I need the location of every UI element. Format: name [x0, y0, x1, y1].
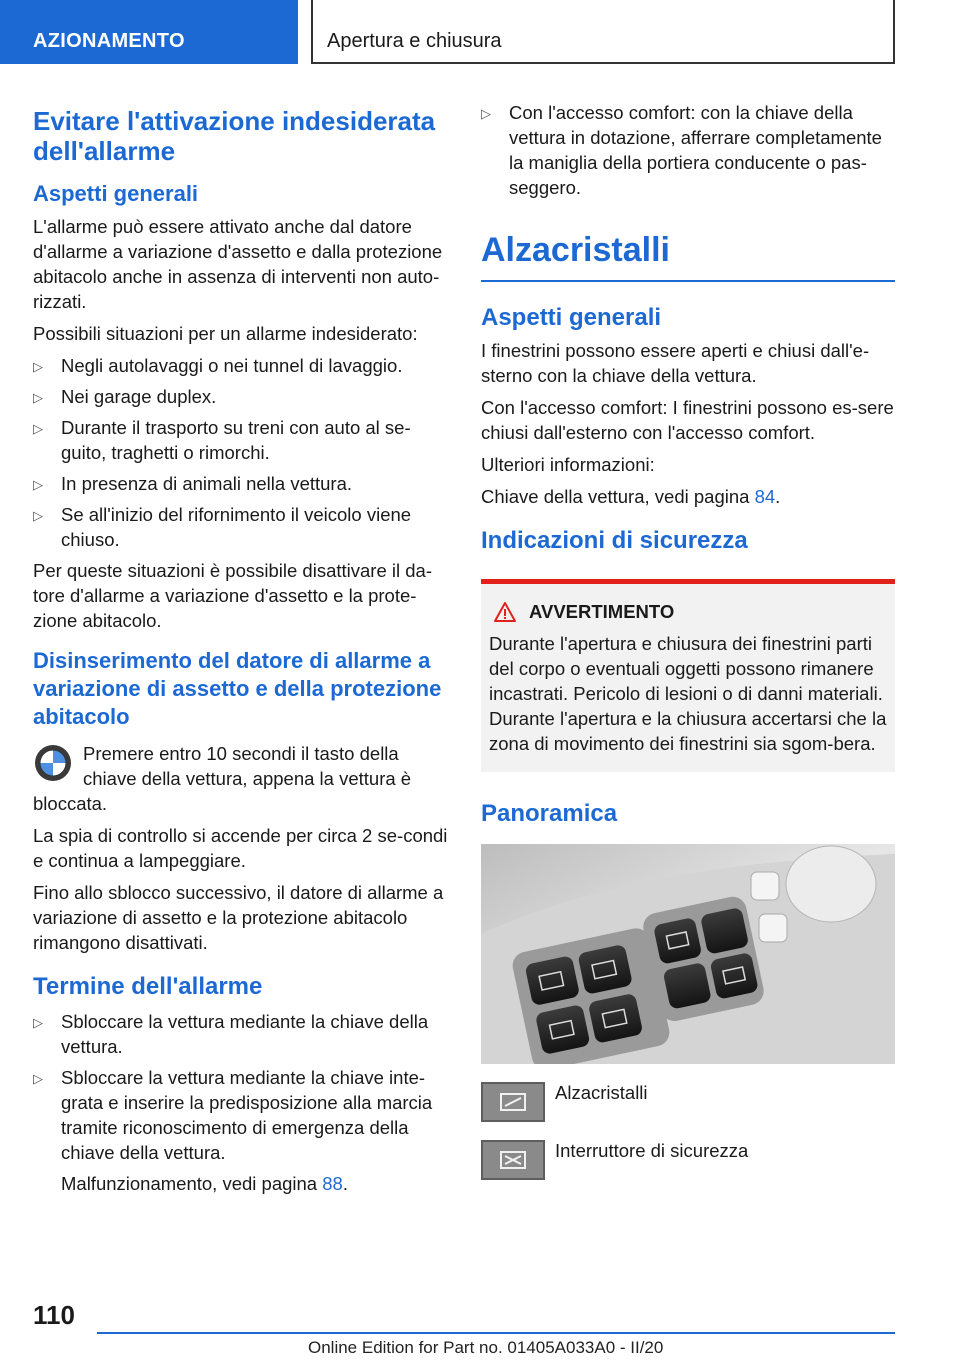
- page-link-84[interactable]: 84: [754, 486, 776, 507]
- window-switch-panel-illustration: [481, 844, 895, 1064]
- list-item: ▷ Se all'inizio del rifornimento il veicolo viene chiuso.: [33, 504, 412, 550]
- malfunction-reference: Malfunzionamento, vedi pagina 88.: [61, 1173, 348, 1194]
- general-heading-right: Aspetti generali: [481, 304, 662, 331]
- triangle-bullet-icon: ▷: [33, 1015, 43, 1030]
- alarm-avoid-heading: Evitare l'attivazione indesiderata dell'allarme: [33, 106, 436, 166]
- window-switch-photo: [481, 844, 895, 1064]
- chapter-tab: [311, 0, 895, 64]
- footer-divider: [97, 1332, 895, 1334]
- comfort-list: [481, 100, 895, 200]
- triangle-bullet-icon: ▷: [33, 421, 43, 436]
- situations-list: [33, 353, 449, 552]
- triangle-bullet-icon: ▷: [33, 390, 43, 405]
- overview-heading: Panoramica: [481, 800, 618, 827]
- disable-alarm-heading: Disinserimento del datore di allarme a variazione di assetto e della protezione abitacolo: [33, 648, 442, 729]
- right-column: [481, 100, 895, 1180]
- windows-paragraph-4: Chiave della vettura, vedi pagina 84.: [481, 486, 781, 507]
- car-key-icon: [33, 743, 73, 783]
- window-lifts-title: Alzacristalli: [481, 231, 670, 269]
- warning-text: Durante l'apertura e chiusura dei finestrini parti del corpo o eventuali oggetti possono rimanere incastrati. Pericolo di lesioni o di danni materiali. Durante l'apertura e la chiusura accertarsi che la zona di movimento dei finestrini sia sgom-bera.: [489, 633, 887, 754]
- safety-switch-icon: [481, 1140, 545, 1180]
- general-paragraph-1: L'allarme può essere attivato anche dal datore d'allarme a variazione d'assetto e dalla protezione abitacolo anche in assenza di interventi non auto-rizzati.: [33, 216, 443, 312]
- title-divider: [481, 280, 895, 282]
- windows-paragraph-1: I finestrini possono essere aperti e chiusi dall'e-sterno con la chiave della vettura.: [481, 340, 870, 386]
- list-item: ▷ Negli autolavaggi o nei tunnel di lavaggio.: [33, 353, 449, 378]
- safety-heading: Indicazioni di sicurezza: [481, 527, 748, 554]
- left-column: [33, 100, 449, 1202]
- legend-label: Interruttore di sicurezza: [555, 1140, 749, 1161]
- disable-paragraph-2: La spia di controllo si accende per circa 2 se-condi e continua a lampeggiare.: [33, 825, 448, 871]
- triangle-bullet-icon: ▷: [33, 1071, 43, 1086]
- list-item: ▷ Durante il trasporto su treni con auto al se-guito, traghetti o rimorchi.: [33, 417, 411, 463]
- disable-paragraph-3: Fino allo sblocco successivo, il datore di allarme a variazione di assetto e la protezione abitacolo rimangono disattivati.: [33, 882, 444, 953]
- warning-stripe: [481, 579, 895, 584]
- triangle-bullet-icon: ▷: [33, 477, 43, 492]
- triangle-bullet-icon: ▷: [33, 359, 43, 374]
- general-paragraph-3: Per queste situazioni è possibile disattivare il da-tore d'allarme a variazione d'assetto e la prote-zione abitacolo.: [33, 560, 432, 631]
- end-alarm-heading: Termine dell'allarme: [33, 973, 263, 1000]
- end-alarm-list: [33, 1009, 449, 1196]
- list-item: ▷ Con l'accesso comfort: con la chiave della vettura in dotazione, afferrare completamente la maniglia della portiera conducente o pas-seggero.: [481, 102, 882, 198]
- page-link-88[interactable]: 88: [322, 1173, 343, 1194]
- list-item: ▷ Nei garage duplex.: [33, 384, 449, 409]
- list-item: ▷ Sbloccare la vettura mediante la chiave della vettura.: [33, 1011, 429, 1057]
- chapter-title: Apertura e chiusura: [327, 30, 502, 52]
- general-paragraph-2: Possibili situazioni per un allarme indesiderato:: [33, 323, 418, 344]
- general-heading-left: Aspetti generali: [33, 181, 199, 206]
- section-title: AZIONAMENTO: [33, 30, 185, 52]
- page-number: 110: [33, 1300, 75, 1330]
- windows-paragraph-3: Ulteriori informazioni:: [481, 454, 655, 475]
- edition-note: Online Edition for Part no. 01405A033A0 - II/20: [308, 1338, 664, 1357]
- warning-header: [489, 601, 887, 623]
- section-tab: [0, 0, 298, 64]
- list-item: ▷ In presenza di animali nella vettura.: [33, 471, 449, 496]
- warning-title: AVVERTIMENTO: [529, 601, 675, 622]
- list-item: ▷ Sbloccare la vettura mediante la chiave inte-grata e inserire la predisposizione alla marcia tramite riconoscimento di emergenza della chiave della vettura. Malfunzionamento, vedi pagina 88.: [33, 1065, 449, 1196]
- window-lift-switch-icon: [481, 1082, 545, 1122]
- disable-paragraph-1: Premere entro 10 secondi il tasto della chiave della vettura, appena la vettura è bloccata.: [33, 743, 412, 814]
- warning-box: [481, 579, 895, 772]
- legend-item-window-lift: [481, 1082, 895, 1122]
- triangle-bullet-icon: ▷: [481, 106, 491, 121]
- legend-item-safety-switch: [481, 1140, 895, 1180]
- triangle-bullet-icon: ▷: [33, 508, 43, 523]
- warning-triangle-icon: [493, 601, 517, 623]
- windows-paragraph-2: Con l'accesso comfort: I finestrini possono es-sere chiusi dall'esterno con l'accesso comfort.: [481, 397, 894, 443]
- legend-label: Alzacristalli: [555, 1082, 648, 1103]
